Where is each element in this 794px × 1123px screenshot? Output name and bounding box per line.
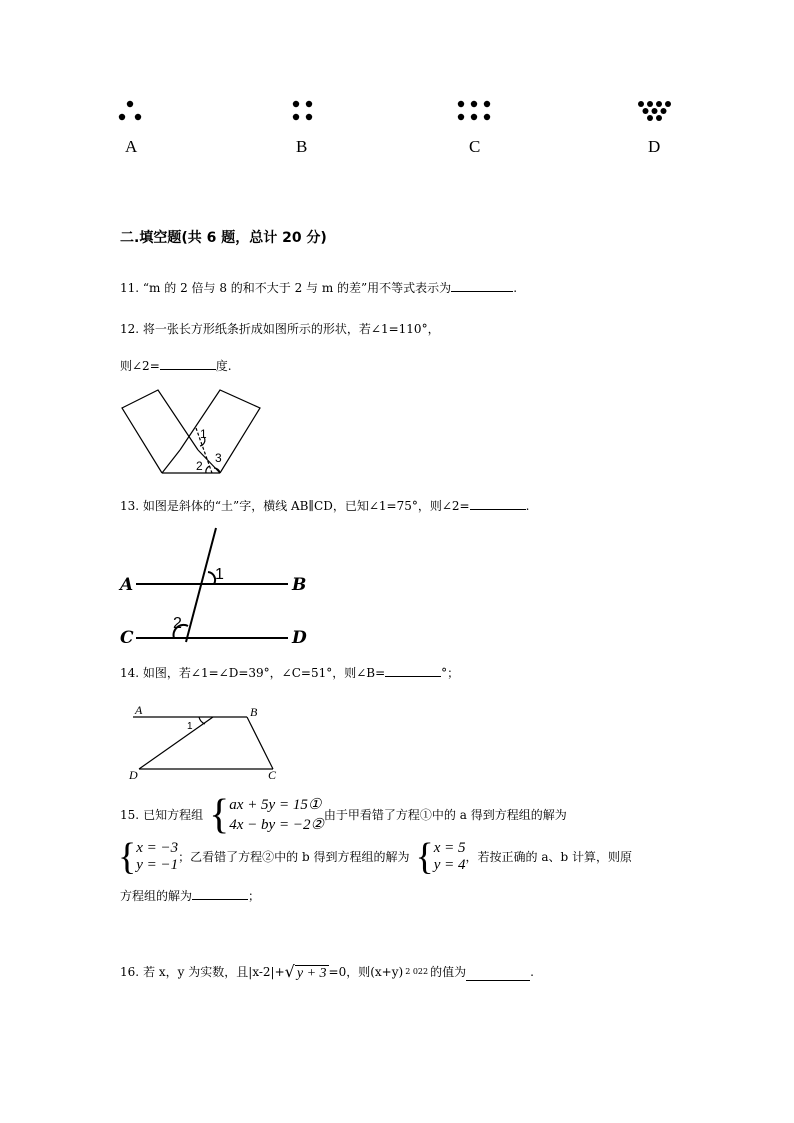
question-15-line2: { x = −3 y = −1 ；乙看错了方程②中的 b 得到方程组的解为 { x = 5 y = 4 ，若按正确的 a、b 计算，则原 [118, 836, 632, 878]
brace-icon: { [209, 792, 230, 838]
radical-icon: √ [284, 962, 295, 981]
trapezoid-figure [125, 702, 285, 782]
angle-label-1: 1 [187, 721, 193, 732]
equation-system [209, 794, 324, 836]
option-d-dots [637, 100, 673, 122]
equation-1: ax + 5y = 15① [229, 797, 322, 813]
question-text: 如图，若∠1=∠D=39°，∠C=51°，则∠B= [142, 666, 386, 680]
answer-blank[interactable] [466, 968, 530, 981]
slanted-tu-figure [118, 526, 318, 650]
vertex-label-d: D [129, 768, 138, 782]
question-number: 16. [120, 965, 140, 979]
question-number: 14. [120, 666, 140, 680]
option-a-label: A [125, 137, 138, 156]
angle-label-2: 2 [173, 615, 182, 632]
section-title: 二.填空题(共 6 题，总计 20 分) [120, 230, 327, 246]
answer-blank[interactable] [160, 357, 216, 370]
question-16: 16. 若 x，y 为实数，且|x-2|+ √ y + 3 =0，则(x+y) 2 022 的值为 . [120, 962, 534, 981]
dots-3-icon [118, 100, 142, 122]
question-text: “m 的 2 倍与 8 的和不大于 2 与 m 的差”用不等式表示为 [142, 281, 452, 295]
dots-4-icon [291, 100, 315, 122]
equation-2: 4x − by = −2② [229, 817, 324, 833]
square-root: √ y + 3 [284, 962, 327, 981]
question-14: 14. 如图，若∠1=∠D=39°，∠C=51°，则∠B= °； [120, 666, 460, 680]
line-label-c: C [120, 628, 134, 648]
question-15-line3: 方程组的解为 ； [120, 889, 261, 903]
angle-label-1: 1 [215, 566, 224, 583]
option-b-dots [291, 100, 315, 122]
line-label-a: A [120, 575, 134, 595]
angle-label-2: 2 [196, 459, 203, 473]
question-number: 13. [120, 499, 140, 513]
option-c-label: C [469, 137, 481, 156]
question-number: 11. [120, 281, 140, 295]
answer-blank[interactable] [470, 497, 526, 510]
question-13: 13. 如图是斜体的“土”字，横线 AB∥CD，已知∠1=75°，则∠2= . [120, 499, 530, 513]
question-12-line2: 则∠2= 度. [120, 359, 232, 373]
solution-2: { x = 5 y = 4 [415, 836, 466, 878]
answer-blank[interactable] [192, 887, 248, 900]
question-text: 将一张长方形纸条折成如图所示的形状，若∠1=110°， [142, 322, 440, 336]
question-11: 11. “m 的 2 倍与 8 的和不大于 2 与 m 的差”用不等式表示为 . [120, 281, 518, 295]
question-number: 15. [120, 808, 140, 822]
line-label-b: B [292, 575, 307, 595]
angle-label-1: 1 [200, 427, 207, 441]
vertex-label-c: C [268, 768, 277, 782]
vertex-label-b: B [250, 705, 258, 719]
question-text: 如图是斜体的“土”字，横线 AB∥CD，已知∠1=75°，则∠2= [142, 499, 470, 513]
question-number: 12. [120, 322, 140, 336]
dots-6-icon [456, 100, 494, 122]
solution-1: { x = −3 y = −1 [118, 836, 179, 878]
brace-icon: { [415, 836, 434, 878]
option-a-dots [118, 100, 142, 122]
brace-icon: { [118, 836, 137, 878]
angle-label-3: 3 [215, 451, 222, 465]
answer-blank[interactable] [451, 279, 513, 292]
line-label-d: D [292, 628, 307, 648]
vertex-label-a: A [135, 703, 143, 717]
option-c-dots [456, 100, 494, 122]
question-text: 已知方程组 [143, 808, 204, 822]
question-12 [120, 320, 440, 338]
option-d-label: D [648, 137, 661, 156]
answer-blank[interactable] [385, 664, 441, 677]
question-15: 15. 已知方程组 { ax + 5y = 15① 4x − by = −2② 由于甲看错了方程①中的 a 得到方程组的解为 [120, 792, 567, 838]
option-b-label: B [296, 137, 308, 156]
folded-strip-figure [118, 388, 264, 478]
dots-triangular-icon [637, 100, 673, 122]
